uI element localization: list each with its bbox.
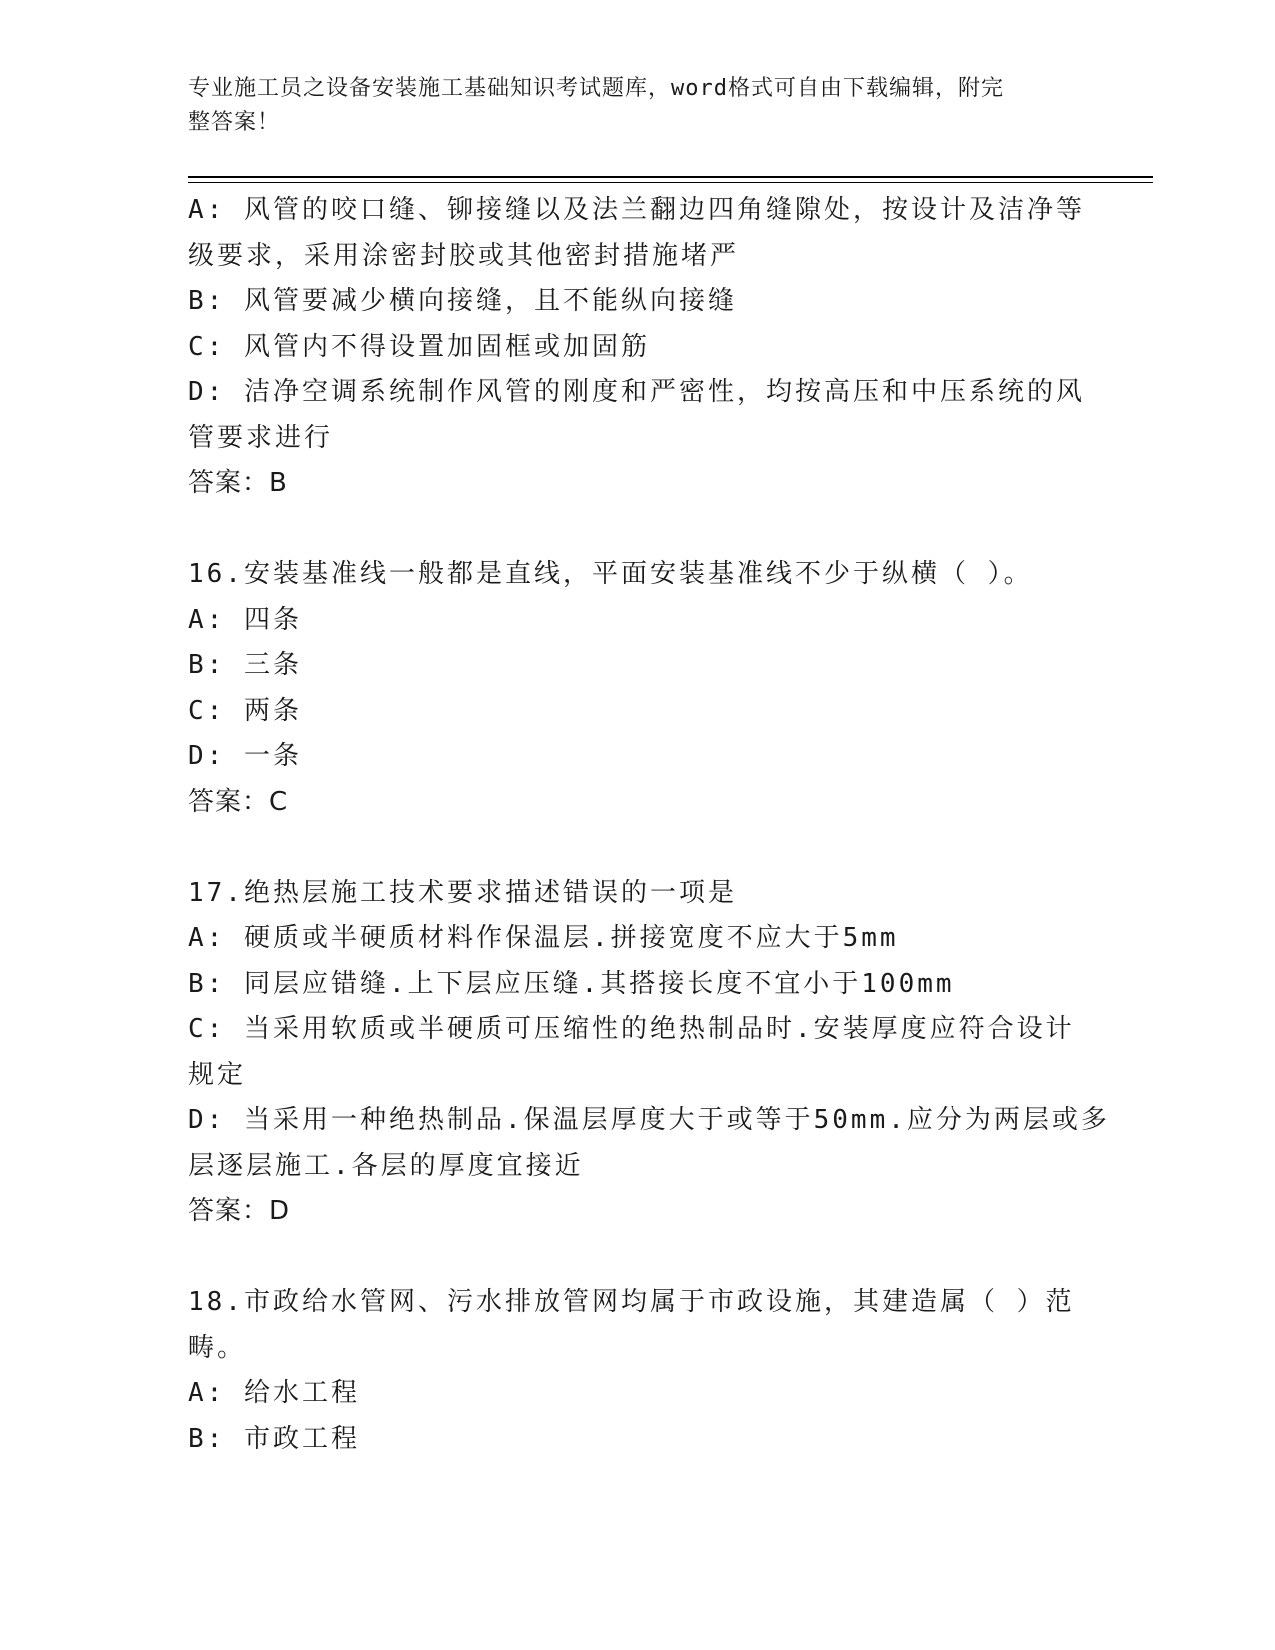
- q17-option-c-line-1: C: 当采用软质或半硬质可压缩性的绝热制品时.安装厚度应符合设计: [188, 1014, 1075, 1044]
- q17-option-d-line-2: 层逐层施工.各层的厚度宜接近: [188, 1150, 584, 1181]
- question-18-block: [188, 1280, 1088, 1462]
- header-divider-thick: [188, 176, 1153, 178]
- q16-question: 16.安装基准线一般都是直线，平面安装基准线不少于纵横（ ）。: [188, 559, 1033, 589]
- q16-answer: 答案：C: [188, 786, 289, 817]
- question-list: [188, 188, 1110, 1462]
- question-15-block: [188, 188, 1088, 507]
- q16-option-c: C: 两条: [188, 695, 302, 726]
- question-16-block: [188, 552, 1088, 825]
- q16-option-a: A: 四条: [188, 604, 302, 635]
- q15-option-d-line-2: 管要求进行: [188, 422, 334, 453]
- q15-option-d-line-1: D: 洁净空调系统制作风管的刚度和严密性，均按高压和中压系统的风: [188, 377, 1085, 407]
- q18-option-b: B: 市政工程: [188, 1423, 360, 1454]
- q17-option-b: B: 同层应错缝.上下层应压缝.其搭接长度不宜小于100mm: [188, 968, 955, 999]
- header-divider-thin: [188, 182, 1153, 183]
- spacer: [188, 825, 1088, 871]
- q15-option-a-line-2: 级要求，采用涂密封胶或其他密封措施堵严: [188, 240, 740, 271]
- question-17-block: [188, 871, 1110, 1235]
- q18-question-line-1: 18.市政给水管网、污水排放管网均属于市政设施，其建造属（ ）范: [188, 1287, 1075, 1317]
- q17-option-d-line-1: D: 当采用一种绝热制品.保温层厚度大于或等于50mm.应分为两层或多: [188, 1105, 1110, 1135]
- q15-option-a-line-1: A: 风管的咬口缝、铆接缝以及法兰翻边四角缝隙处，按设计及洁净等: [188, 195, 1085, 225]
- header-title-line-1: 专业施工员之设备安装施工基础知识考试题库，word格式可自由下载编辑，附完: [188, 76, 1004, 101]
- header-title-line-2: 整答案！: [188, 110, 281, 135]
- spacer: [188, 507, 1088, 553]
- q15-option-c: C: 风管内不得设置加固框或加固筋: [188, 331, 650, 362]
- q18-option-a: A: 给水工程: [188, 1378, 360, 1408]
- q15-answer: 答案：B: [188, 468, 288, 498]
- q17-option-c-line-2: 规定: [188, 1059, 247, 1090]
- document-header: [188, 72, 1068, 140]
- q17-option-a: A: 硬质或半硬质材料作保温层.拼接宽度不应大于5mm: [188, 923, 899, 953]
- q16-option-b: B: 三条: [188, 650, 302, 680]
- spacer: [188, 1235, 1088, 1281]
- q17-answer: 答案：D: [188, 1196, 291, 1226]
- q18-question-line-2: 畴。: [188, 1332, 247, 1363]
- q17-question: 17.绝热层施工技术要求描述错误的一项是: [188, 877, 737, 908]
- q15-option-b: B: 风管要减少横向接缝，且不能纵向接缝: [188, 286, 737, 316]
- q16-option-d: D: 一条: [188, 741, 302, 771]
